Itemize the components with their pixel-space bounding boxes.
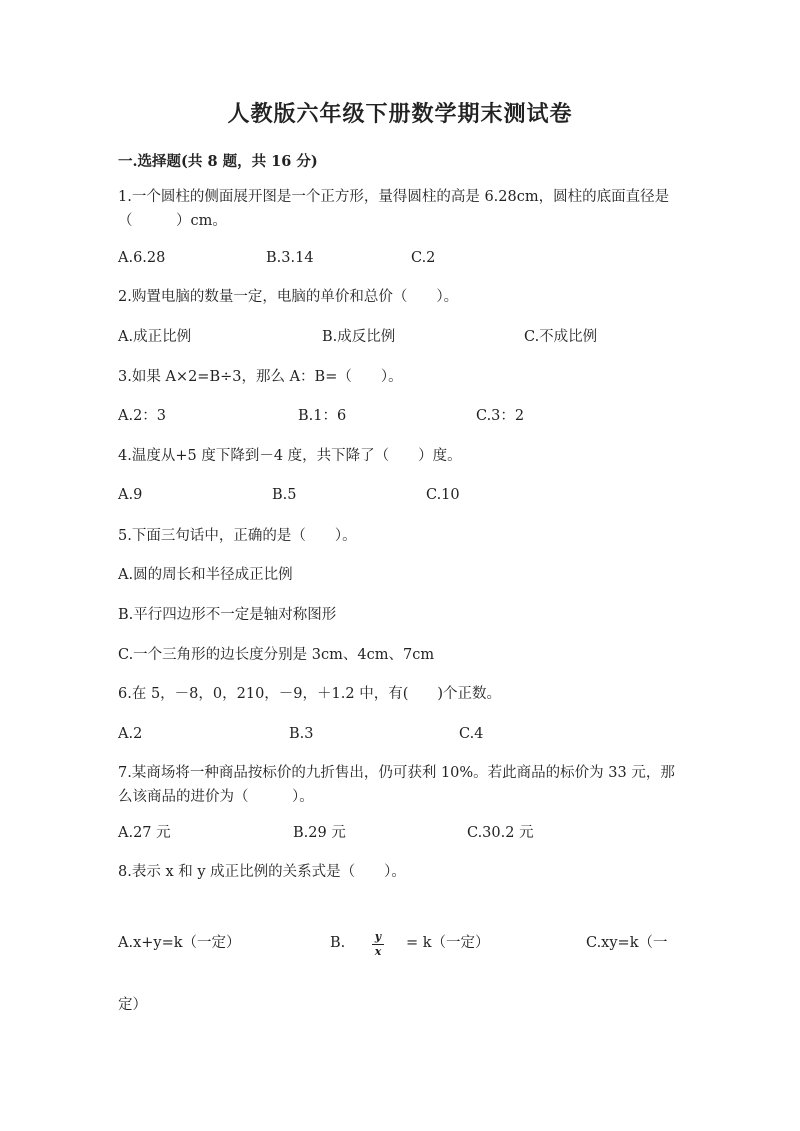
q6-option-b: B.3 xyxy=(289,726,314,742)
question-3: 3.如果 A×2=B÷3，那么 A：B=（ ）。 xyxy=(118,369,403,385)
q2-option-a: A.成正比例 xyxy=(118,329,192,345)
question-4: 4.温度从+5 度下降到－4 度，共下降了（ ）度。 xyxy=(118,448,462,464)
question-8: 8.表示 x 和 y 成正比例的关系式是（ ）。 xyxy=(118,864,406,880)
question-6: 6.在 5，－8，0，210，－9，＋1.2 中，有( )个正数。 xyxy=(118,686,502,702)
q5-option-b: B.平行四边形不一定是轴对称图形 xyxy=(118,607,337,623)
q8-fraction xyxy=(372,931,384,958)
question-5: 5.下面三句话中，正确的是（ ）。 xyxy=(118,528,357,544)
q1-option-c: C.2 xyxy=(411,250,436,266)
q8-option-b-label: B. xyxy=(330,935,346,951)
q6-option-a: A.2 xyxy=(118,726,143,742)
q1-option-a: A.6.28 xyxy=(118,250,166,266)
q4-option-c: C.10 xyxy=(426,487,460,503)
q8-option-b-equation: = k（一定） xyxy=(406,935,490,951)
q2-option-c: C.不成比例 xyxy=(524,329,598,345)
q5-option-a: A.圆的周长和半径成正比例 xyxy=(118,567,293,583)
q7-option-c: C.30.2 元 xyxy=(467,825,534,841)
q8-option-c: C.xy=k（一 xyxy=(586,935,668,951)
q3-option-a: A.2：3 xyxy=(118,408,167,424)
q1-option-b: B.3.14 xyxy=(266,250,314,266)
q8-fraction-numerator: y xyxy=(374,930,382,943)
question-2: 2.购置电脑的数量一定，电脑的单价和总价（ ）。 xyxy=(118,289,459,305)
q6-option-c: C.4 xyxy=(459,726,484,742)
q4-option-b: B.5 xyxy=(272,487,297,503)
q5-option-c: C.一个三角形的边长度分别是 3cm、4cm、7cm xyxy=(118,647,435,663)
q8-option-c-continued: 定） xyxy=(118,997,147,1013)
q8-option-a: A.x+y=k（一定） xyxy=(118,935,241,951)
question-1: 1.一个圆柱的侧面展开图是一个正方形，量得圆柱的高是 6.28cm，圆柱的底面直径是（ ）cm。 xyxy=(118,189,670,229)
q7-option-a: A.27 元 xyxy=(118,825,171,841)
q7-option-b: B.29 元 xyxy=(293,825,346,841)
q2-option-b: B.成反比例 xyxy=(322,329,396,345)
section-heading: 一.选择题(共 8 题，共 16 分) xyxy=(118,153,318,170)
q8-fraction-denominator: x xyxy=(374,945,382,958)
q3-option-b: B.1：6 xyxy=(298,408,347,424)
question-7: 7.某商场将一种商品按标价的九折售出，仍可获利 10%。若此商品的标价为 33 元，那么该商品的进价为（ ）。 xyxy=(118,765,675,805)
page-title: 人教版六年级下册数学期末测试卷 xyxy=(227,101,573,127)
q3-option-c: C.3：2 xyxy=(476,408,525,424)
q4-option-a: A.9 xyxy=(118,487,143,503)
